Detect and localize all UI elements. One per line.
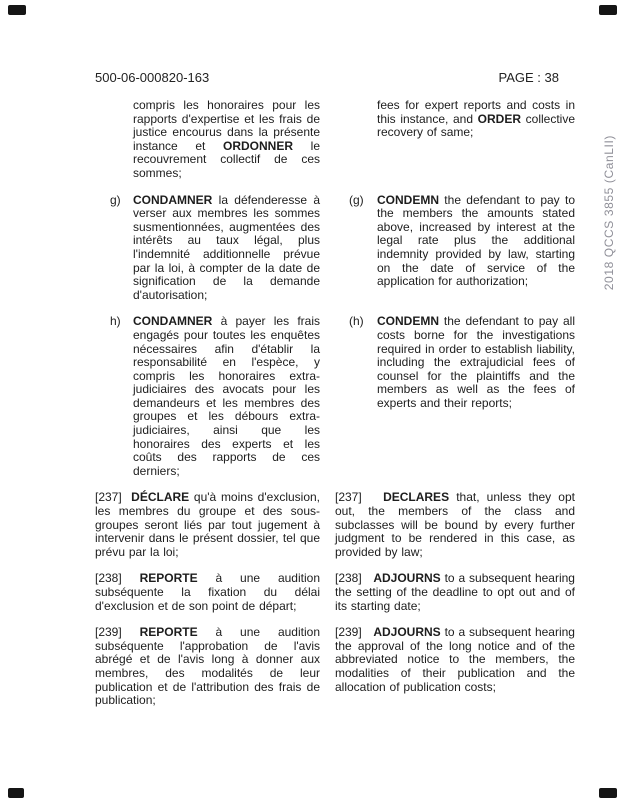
column-cell-right (335, 194, 575, 289)
text-run: [239] (95, 625, 140, 640)
scan-mark-bottom-left (8, 788, 24, 798)
text-run: à payer les frais engagés pour toutes les enquêtes nécessaires afin d'établir la responsabilité en l'espèce, y compris les honoraires extra-judiciaires des avocats pour les demandeurs et les membres des groupes et les débours extra-judiciaires, ainsi que les honoraires des experts et les coûts des rapports de ces derniers; (133, 314, 320, 478)
operative-verb: CONDEMN (377, 314, 439, 329)
text-run: [238] (335, 571, 374, 586)
operative-verb: DÉCLARE (131, 490, 190, 505)
paragraph (335, 315, 575, 410)
paragraph (335, 194, 575, 289)
item-letter: h) (110, 314, 121, 329)
item-letter: (g) (349, 192, 364, 207)
text-run: compris les honoraires pour les rapports d'expertise et les frais de justice encourus dans la présente instance et (133, 98, 320, 153)
operative-verb: REPORTE (139, 625, 198, 640)
text-run: [237] (95, 490, 132, 505)
text-run: à une audition subséquente l'approbation de l'avis abrégé et de l'avis long à donner aux membres, des modalités de leur publication et de l'attribution des frais de publication; (95, 625, 320, 708)
paragraph (335, 626, 575, 694)
text-run: [239] (335, 625, 374, 640)
operative-verb: ORDONNER (223, 138, 294, 153)
paragraph (335, 99, 575, 140)
column-cell-left (95, 572, 320, 613)
column-cell-left (95, 491, 320, 559)
column-cell-right (335, 315, 575, 410)
text-run: to a subsequent hearing the setting of the deadline to opt out and of its starting date; (335, 571, 575, 613)
text-run: à une audition subséquente la fixation du délai d'exclusion et de son point de départ; (95, 571, 320, 613)
operative-verb: ADJOURNS (373, 625, 441, 640)
content-grid (95, 99, 575, 708)
page-number-label: PAGE : 38 (498, 70, 559, 85)
column-cell-left (95, 626, 320, 708)
operative-verb: DECLARES (383, 490, 450, 505)
paragraph (95, 491, 320, 559)
scan-mark-top-left (8, 5, 26, 15)
column-cell-left (95, 194, 320, 303)
text-run: to a subsequent hearing the approval of the long notice and of the abbreviated notice to the members, the modalities of their publication and the allocation of publication costs; (335, 625, 575, 694)
text-run: collective recovery of same; (377, 111, 575, 140)
text-run: fees for expert reports and costs in this instance, and (377, 98, 575, 126)
scan-mark-bottom-right (599, 788, 617, 798)
text-run: [238] (95, 571, 140, 586)
scan-mark-top-right (599, 5, 617, 15)
text-run: [237] (335, 490, 384, 505)
column-cell-right (335, 572, 575, 613)
operative-verb: CONDEMN (377, 192, 439, 207)
item-letter: (h) (349, 314, 364, 329)
text-run: qu'à moins d'exclusion, les membres du groupe et des sous-groupes seront liés par tout jugement à intervenir dans le présent dossier, tel que prévu par la loi; (95, 490, 321, 559)
text-run: le recouvrement collectif de ces sommes; (133, 138, 320, 180)
column-cell-left (95, 315, 320, 478)
docket-number: 500-06-000820-163 (95, 70, 210, 85)
paragraph (95, 99, 320, 181)
paragraph (95, 626, 320, 708)
column-cell-left (95, 99, 320, 181)
paragraph (335, 491, 575, 559)
canlii-citation: 2018 QCCS 3855 (CanLII) (602, 135, 616, 291)
text-run: the defendant to pay to the members the amounts stated above, increased by interest at the legal rate plus the additional indemnity provided by law, starting on the date of service of the application for authorization; (377, 192, 575, 289)
page-header (95, 70, 559, 86)
column-cell-right (335, 99, 575, 140)
column-cell-right (335, 491, 575, 559)
text-run: that, unless they opt out, the members of the class and subclasses will be bound by every further judgment to be rendered in this case, as provided by law; (335, 490, 575, 559)
operative-verb: REPORTE (139, 571, 198, 586)
operative-verb: CONDAMNER (133, 314, 213, 329)
operative-verb: ADJOURNS (373, 571, 441, 586)
text-run: the defendant to pay all costs borne for the investigations required in order to establish liability, including the extrajudicial fees of counsel for the plaintiffs and the members as well as the fees of experts and their reports; (377, 314, 575, 410)
paragraph (335, 572, 575, 613)
text-run: la défenderesse à verser aux membres les sommes susmentionnées, augmentées des intérêts au taux légal, plus l'indemnité additionnelle prévue par la loi, à compter de la date de signification de la demande d'autorisation; (133, 192, 320, 302)
operative-verb: CONDAMNER (133, 192, 213, 207)
column-cell-right (335, 626, 575, 694)
paragraph (95, 194, 320, 303)
paragraph (95, 315, 320, 478)
paragraph (95, 572, 320, 613)
operative-verb: ORDER (477, 111, 521, 126)
item-letter: g) (110, 192, 121, 207)
